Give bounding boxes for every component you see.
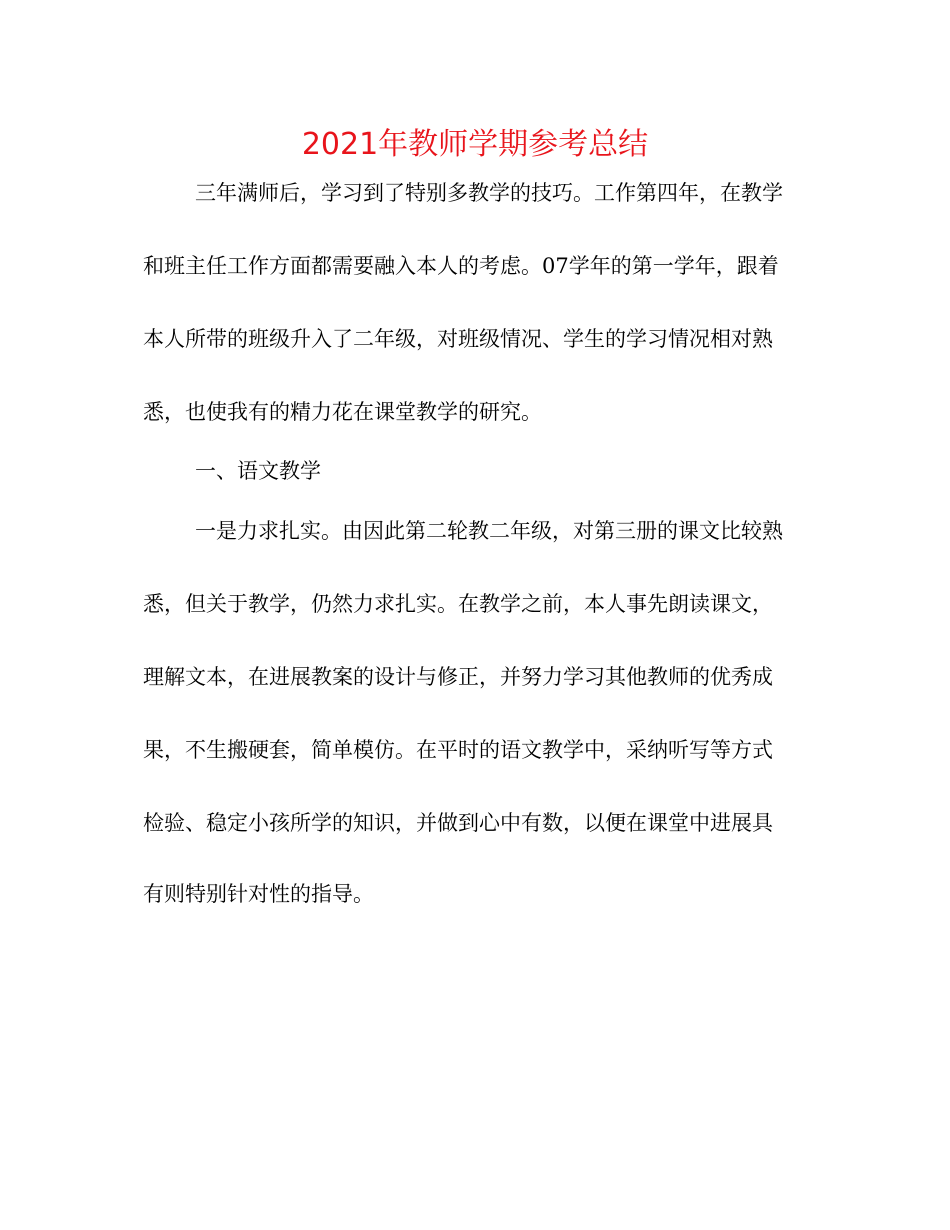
- document-title: 2021年教师学期参考总结: [301, 127, 649, 162]
- paragraph-line: 有则特别针对性的指导。: [143, 882, 374, 906]
- paragraph-line: 悉，也使我有的精力花在课堂教学的研究。: [143, 400, 542, 424]
- section-heading: 一、语文教学: [195, 459, 321, 483]
- paragraph-line: 检验、稳定小孩所学的知识，并做到心中有数，以便在课堂中进展具: [143, 811, 773, 835]
- paragraph-line: 悉，但关于教学，仍然力求扎实。在教学之前，本人事先朗读课文，: [143, 592, 773, 616]
- paragraph-line: 果，不生搬硬套，简单模仿。在平时的语文教学中，采纳听写等方式: [143, 738, 773, 762]
- paragraph-line: 理解文本，在进展教案的设计与修正，并努力学习其他教师的优秀成: [143, 665, 773, 689]
- paragraph-line: 本人所带的班级升入了二年级，对班级情况、学生的学习情况相对熟: [143, 327, 773, 351]
- paragraph-line: 和班主任工作方面都需要融入本人的考虑。07学年的第一学年，跟着: [143, 254, 779, 278]
- paragraph-line: 一是力求扎实。由因此第二轮教二年级，对第三册的课文比较熟: [195, 519, 783, 543]
- paragraph-line: 三年满师后，学习到了特别多教学的技巧。工作第四年，在教学: [195, 181, 783, 205]
